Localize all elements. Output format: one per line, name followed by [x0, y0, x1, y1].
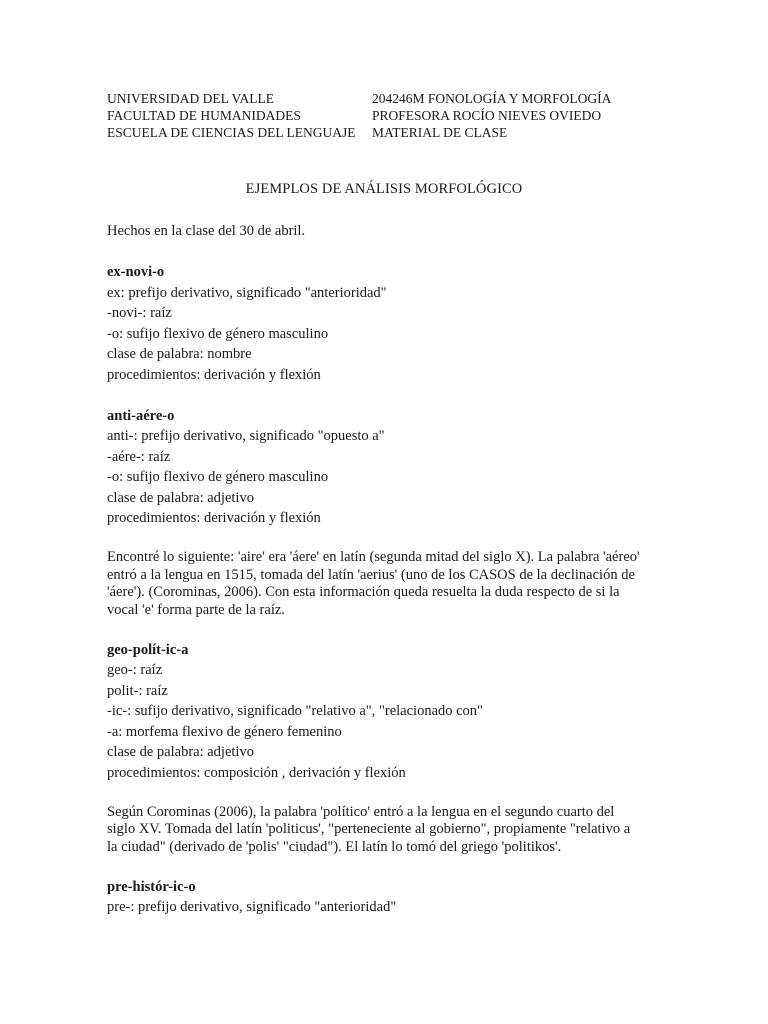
- analysis-line: polit-: raíz: [107, 682, 168, 699]
- analysis-line: -o: sufijo flexivo de género masculino: [107, 469, 329, 485]
- school-name: ESCUELA DE CIENCIAS DEL LENGUAJE: [107, 125, 356, 140]
- example-term: ex-novi-o: [107, 264, 165, 280]
- etymology-note: [107, 549, 667, 619]
- analysis-line: clase de palabra: adjetivo: [107, 489, 254, 506]
- document-title: EJEMPLOS DE ANÁLISIS MORFOLÓGICO: [245, 181, 523, 197]
- analysis-line: -o: sufijo flexivo de género masculino: [107, 325, 329, 342]
- note-line: la ciudad" (derivado de 'polis' "ciudad"). El latín lo tomó del griego 'politikos'.: [107, 838, 562, 855]
- analysis-line: clase de palabra: adjetivo: [107, 744, 254, 760]
- example-term: anti-aére-o: [107, 407, 175, 424]
- analysis-line: -ic-: sufijo derivativo, significado "relativo a", "relacionado con": [107, 703, 483, 719]
- analysis-line: clase de palabra: nombre: [107, 346, 252, 362]
- analysis-line: procedimientos: derivación y flexión: [107, 366, 321, 383]
- analysis-line: -a: morfema flexivo de género femenino: [107, 723, 342, 740]
- note-line: Según Corominas (2006), la palabra 'político' entró a la lengua en el segundo cuarto del: [107, 803, 615, 820]
- intro-text: Hechos en la clase del 30 de abril.: [107, 223, 306, 239]
- course-block: [372, 90, 672, 141]
- note-line: 'áere'). (Corominas, 2006). Con esta información queda resuelta la duda respecto de si la: [107, 584, 620, 600]
- faculty-name: FACULTAD DE HUMANIDADES: [107, 108, 301, 123]
- analysis-line: ex: prefijo derivativo, significado "anterioridad": [107, 284, 387, 301]
- note-line: vocal 'e' forma parte de la raíz.: [107, 601, 285, 618]
- note-line: Encontré lo siguiente: 'aire' era 'áere' en latín (segunda mitad del siglo X). La palabra 'aéreo': [107, 549, 640, 565]
- document-body: [107, 221, 667, 918]
- material-type: MATERIAL DE CLASE: [372, 125, 508, 140]
- etymology-note: [107, 804, 667, 857]
- analysis-line: procedimientos: derivación y flexión: [107, 510, 321, 526]
- course-code: 204246M FONOLOGÍA Y MORFOLOGÍA: [372, 91, 612, 106]
- university-name: UNIVERSIDAD DEL VALLE: [107, 91, 274, 106]
- analysis-line: -novi-: raíz: [107, 305, 172, 321]
- professor-name: PROFESORA ROCÍO NIEVES OVIEDO: [372, 108, 602, 123]
- analysis-line: procedimientos: composición , derivación y flexión: [107, 764, 406, 781]
- example-term: geo-polít-ic-a: [107, 641, 189, 658]
- note-line: entró a la lengua en 1515, tomada del latín 'aerius' (uno de los CASOS de la declinación de: [107, 566, 635, 583]
- note-line: siglo XV. Tomada del latín 'politicus', "perteneciente al gobierno", propiamente "relativo a: [107, 821, 631, 837]
- analysis-line: anti-: prefijo derivativo, significado "opuesto a": [107, 428, 385, 444]
- example-term: pre-histór-ic-o: [107, 878, 196, 895]
- analysis-line: geo-: raíz: [107, 662, 163, 678]
- analysis-line: pre-: prefijo derivativo, significado "anterioridad": [107, 899, 397, 915]
- institution-block: [107, 90, 367, 141]
- analysis-line: -aére-: raíz: [107, 448, 171, 465]
